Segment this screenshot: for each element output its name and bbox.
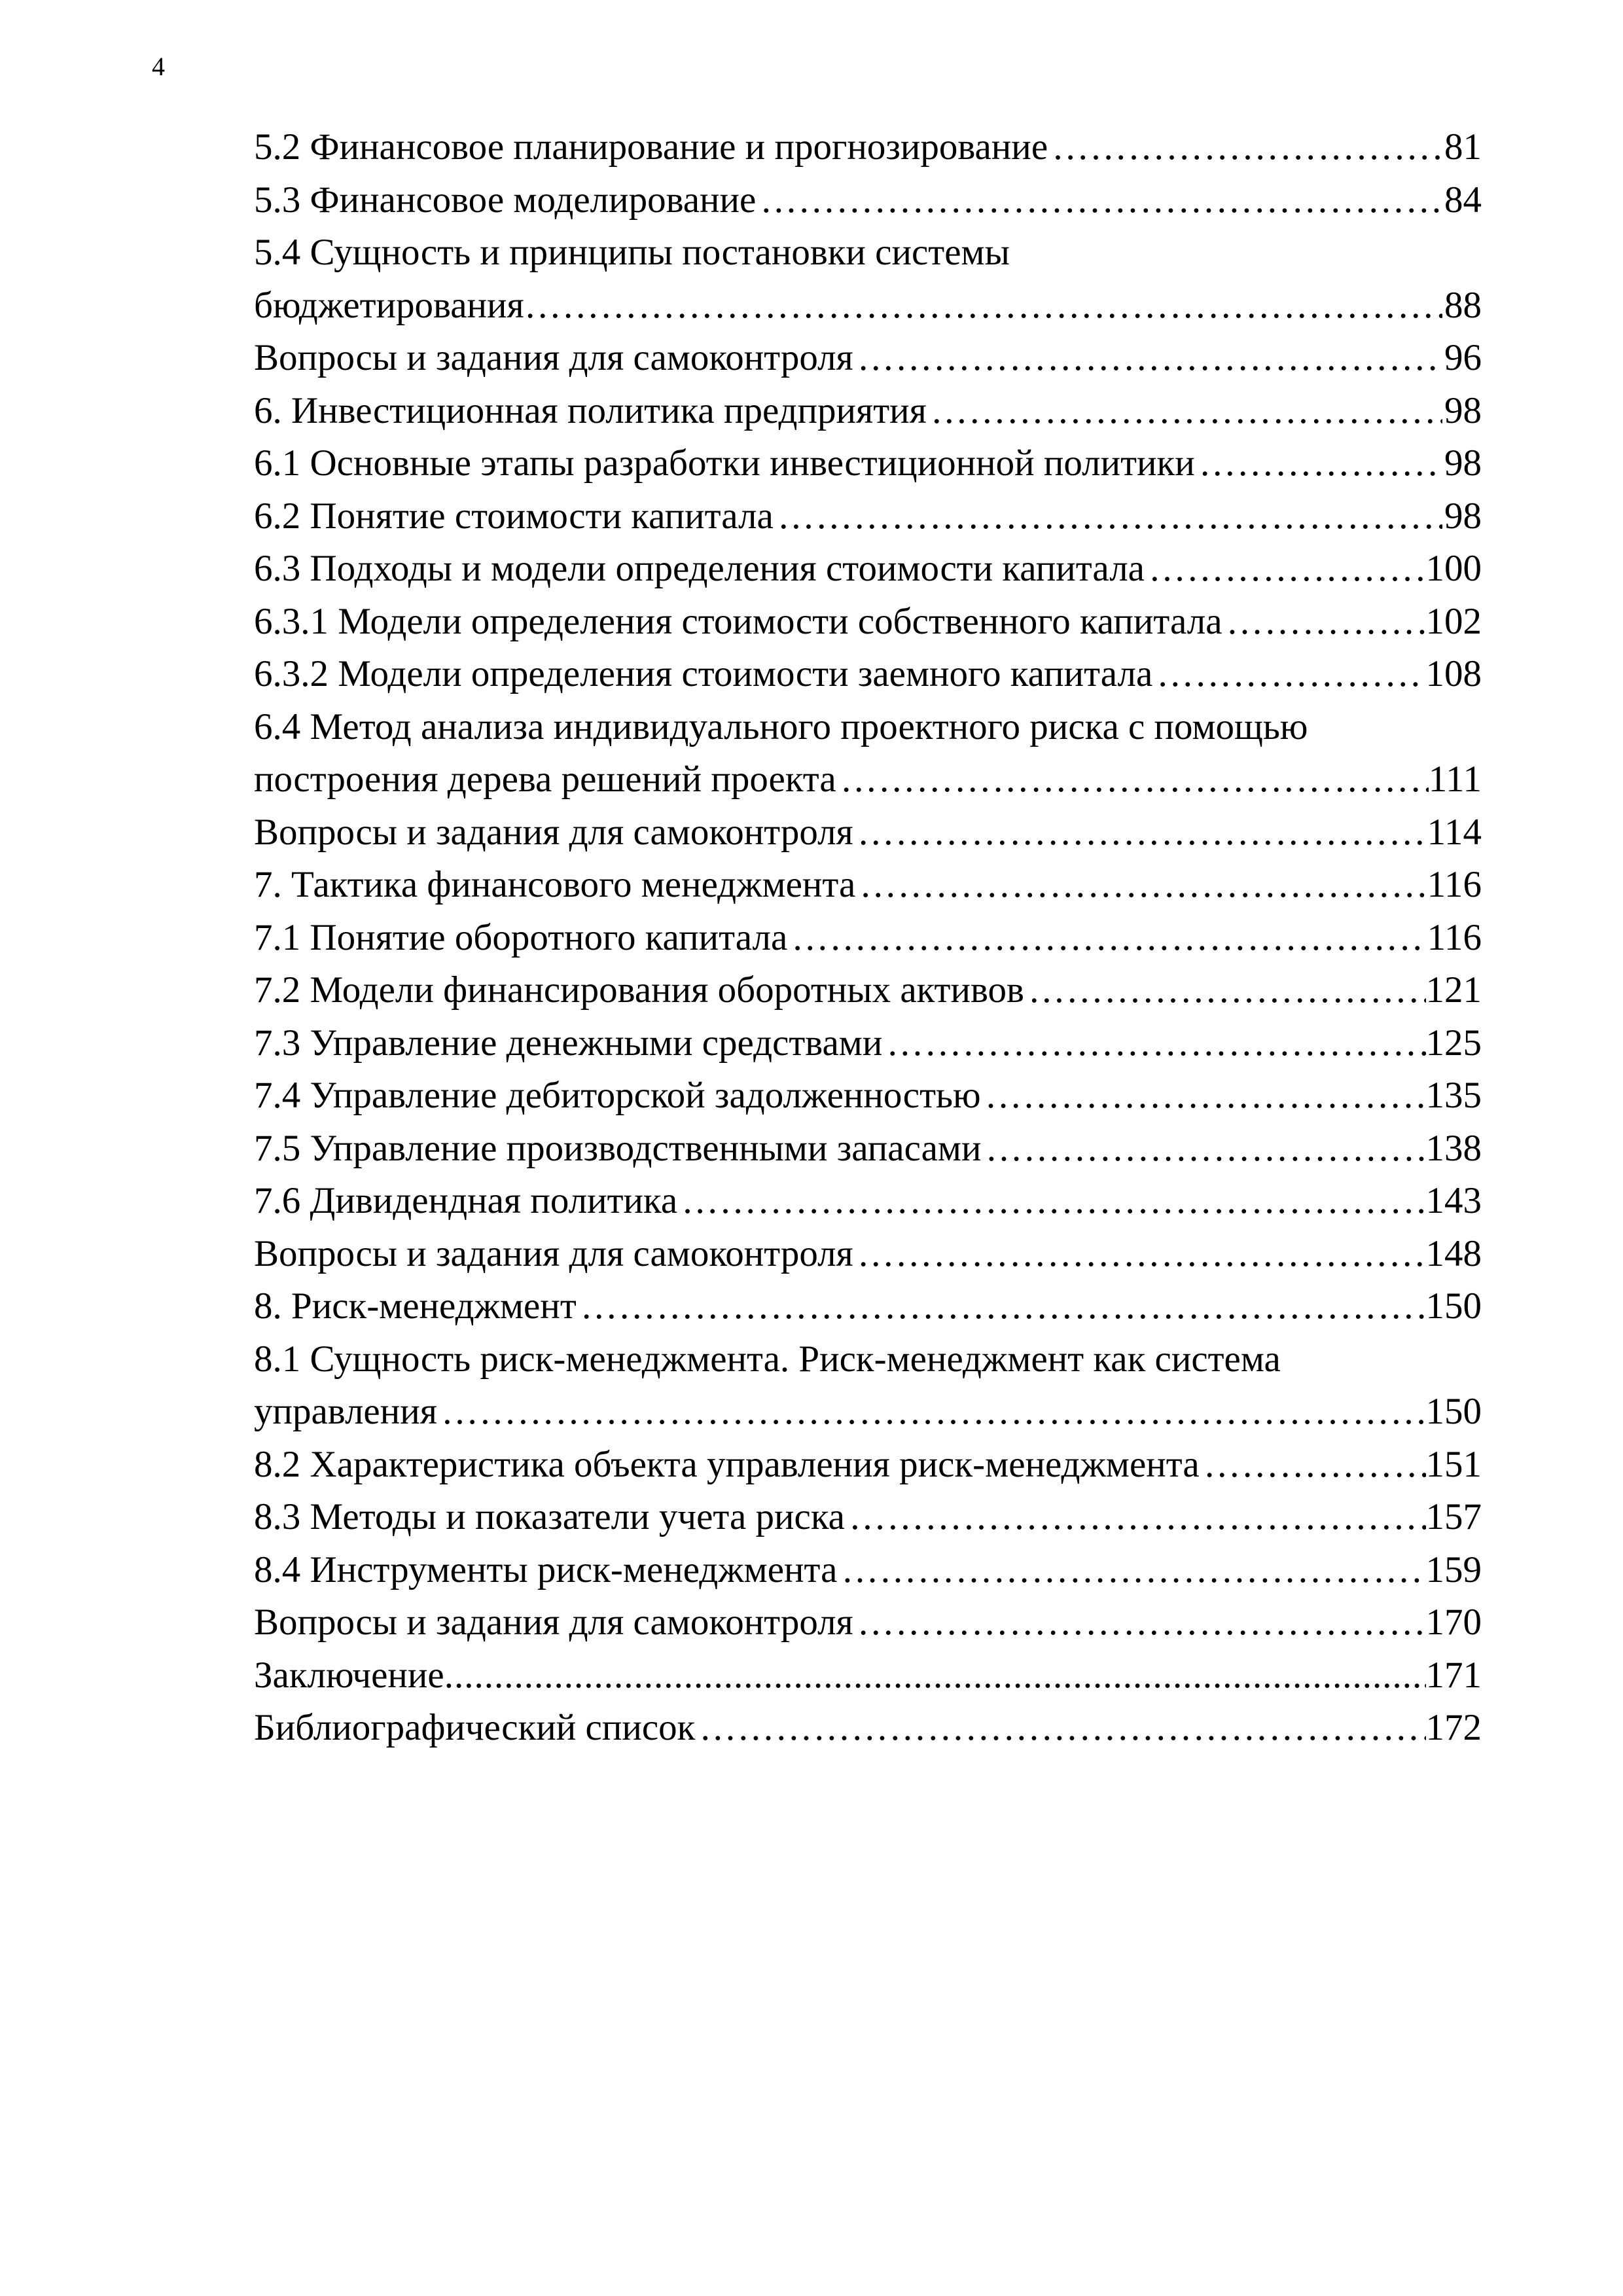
toc-entry (254, 701, 1482, 754)
toc-entry-leader (1048, 121, 1442, 174)
toc-entry-page: 151 (1425, 1443, 1482, 1485)
toc-entry (254, 385, 1482, 438)
toc-entry-leader (853, 332, 1442, 385)
toc-entry-page: 100 (1425, 548, 1482, 589)
toc-entry-title: 8.2 Характеристика объекта управления риск-менеджмента (254, 1443, 1200, 1485)
toc-entry-page: 114 (1427, 811, 1482, 853)
toc-entry-page: 125 (1425, 1022, 1482, 1064)
toc-entry-leader (1200, 1439, 1426, 1492)
toc-entry-title: Вопросы и задания для самоконтроля (254, 337, 853, 378)
toc-entry-page: 111 (1428, 759, 1482, 800)
toc-entry-page: 159 (1425, 1549, 1482, 1590)
toc-entry-title: Вопросы и задания для самоконтроля (254, 1232, 853, 1274)
toc-entry-title: управления (254, 1391, 437, 1432)
toc-entry-title: 7.4 Управление дебиторской задолженностью (254, 1075, 981, 1116)
toc-entry-leader (677, 1175, 1425, 1228)
toc-entry (254, 1280, 1482, 1333)
toc-entry (254, 543, 1482, 596)
toc-entry-title: Библиографический список (254, 1707, 696, 1748)
toc-entry-page: 102 (1425, 600, 1482, 642)
toc-entry-page: 135 (1425, 1075, 1482, 1116)
toc-entry-title: 5.2 Финансовое планирование и прогнозирование (254, 126, 1048, 168)
toc-entry (254, 1544, 1482, 1597)
toc-entry-page: 143 (1425, 1180, 1482, 1221)
toc-entry-title: 7. Тактика финансового менеджмента (254, 864, 856, 905)
toc-entry (254, 1491, 1482, 1544)
toc-entry-leader (836, 753, 1429, 806)
toc-entry-leader (837, 1544, 1425, 1597)
toc-entry-page: 172 (1425, 1707, 1482, 1748)
toc-entry-leader (444, 1649, 1426, 1702)
toc-entry-page: 148 (1425, 1232, 1482, 1274)
toc-entry-title: 8.3 Методы и показатели учета риска (254, 1496, 845, 1537)
toc-entry (254, 1017, 1482, 1070)
toc-entry-page: 150 (1425, 1285, 1482, 1327)
toc-entry-leader (1152, 648, 1425, 701)
toc-entry (254, 1175, 1482, 1228)
toc-entry-leader (577, 1280, 1426, 1333)
toc-entry-title: построения дерева решений проекта (254, 759, 836, 800)
toc-entry-page: 138 (1425, 1127, 1482, 1169)
toc-entry-leader (853, 1228, 1426, 1281)
toc-entry-leader (927, 385, 1442, 438)
toc-entry-title: 7.2 Модели финансирования оборотных активов (254, 969, 1024, 1011)
toc-entry (254, 806, 1482, 859)
toc-entry (254, 279, 1482, 332)
toc-entry-leader (437, 1386, 1426, 1439)
toc-entry-title: 8. Риск-менеджмент (254, 1285, 577, 1327)
toc-entry-title: 6. Инвестиционная политика предприятия (254, 389, 927, 431)
toc-entry (254, 964, 1482, 1017)
toc-entry-page: 171 (1425, 1654, 1482, 1696)
toc-entry (254, 859, 1482, 912)
toc-entry-leader (853, 806, 1427, 859)
toc-entry-title: 5.4 Сущность и принципы постановки системы (254, 232, 1010, 273)
toc-entry-leader (774, 490, 1442, 543)
toc-entry-title: 6.3 Подходы и модели определения стоимости капитала (254, 548, 1145, 589)
toc-entry-title: Вопросы и задания для самоконтроля (254, 1602, 853, 1643)
toc-entry-page: 96 (1444, 337, 1482, 378)
toc-entry-title: 7.1 Понятие оборотного капитала (254, 916, 788, 958)
toc-entry-leader (853, 1596, 1426, 1649)
toc-entry-page: 116 (1427, 916, 1482, 958)
toc-entry-title: 6.4 Метод анализа индивидуального проектного риска с помощью (254, 706, 1308, 747)
toc-entry (254, 121, 1482, 174)
toc-entry-leader (524, 279, 1442, 332)
toc-entry (254, 226, 1482, 279)
toc-entry-leader (1222, 596, 1426, 649)
toc-entry-leader (695, 1702, 1425, 1755)
toc-entry-page: 98 (1444, 442, 1482, 484)
toc-entry-page: 170 (1425, 1602, 1482, 1643)
toc-entry (254, 1228, 1482, 1281)
toc-entry (254, 1069, 1482, 1122)
toc-entry (254, 1386, 1482, 1439)
toc-entry-leader (845, 1491, 1426, 1544)
toc-entry-page: 98 (1444, 495, 1482, 537)
toc-entry-page: 121 (1425, 969, 1482, 1011)
toc-entry (254, 1702, 1482, 1755)
toc-entry-title: 8.1 Сущность риск-менеджмента. Риск-менеджмент как система (254, 1338, 1281, 1380)
toc-entry (254, 437, 1482, 490)
toc-entry (254, 648, 1482, 701)
toc-entry-title: 6.1 Основные этапы разработки инвестиционной политики (254, 442, 1195, 484)
toc-entry (254, 332, 1482, 385)
toc-entry (254, 490, 1482, 543)
toc-entry (254, 174, 1482, 227)
toc-entry-title: 8.4 Инструменты риск-менеджмента (254, 1549, 838, 1590)
page-number: 4 (152, 52, 165, 81)
table-of-contents (254, 121, 1482, 1755)
toc-entry-page: 157 (1425, 1496, 1482, 1537)
toc-entry-title: 6.3.2 Модели определения стоимости заемного капитала (254, 653, 1153, 694)
toc-entry (254, 1333, 1482, 1386)
toc-entry-page: 98 (1444, 389, 1482, 431)
toc-entry-leader (981, 1069, 1426, 1122)
toc-entry-leader (787, 912, 1427, 965)
toc-entry-title: Заключение (254, 1654, 444, 1696)
toc-entry-title: Вопросы и задания для самоконтроля (254, 811, 853, 853)
toc-entry-leader (1145, 543, 1426, 596)
toc-entry-leader (855, 859, 1427, 912)
toc-entry (254, 912, 1482, 965)
toc-entry-title: 6.2 Понятие стоимости капитала (254, 495, 774, 537)
toc-entry-title: 7.5 Управление производственными запасами (254, 1127, 982, 1169)
toc-entry-page: 116 (1427, 864, 1482, 905)
toc-entry-page: 84 (1444, 179, 1482, 221)
toc-entry (254, 753, 1482, 806)
toc-entry (254, 1122, 1482, 1175)
toc-entry-leader (981, 1122, 1425, 1175)
toc-entry-leader (756, 174, 1442, 227)
toc-entry-page: 150 (1425, 1391, 1482, 1432)
toc-entry-page: 81 (1444, 126, 1482, 168)
toc-entry (254, 1439, 1482, 1492)
toc-entry-title: бюджетирования (254, 284, 524, 326)
toc-entry-page: 88 (1444, 284, 1482, 326)
toc-entry (254, 1649, 1482, 1702)
toc-entry (254, 596, 1482, 649)
toc-entry (254, 1596, 1482, 1649)
toc-entry-title: 7.3 Управление денежными средствами (254, 1022, 883, 1064)
toc-entry-title: 5.3 Финансовое моделирование (254, 179, 757, 221)
toc-entry-leader (1024, 964, 1426, 1017)
toc-entry-page: 108 (1425, 653, 1482, 694)
toc-entry-leader (882, 1017, 1425, 1070)
toc-entry-leader (1195, 437, 1442, 490)
toc-entry-title: 6.3.1 Модели определения стоимости собственного капитала (254, 600, 1222, 642)
toc-entry-title: 7.6 Дивидендная политика (254, 1180, 678, 1221)
